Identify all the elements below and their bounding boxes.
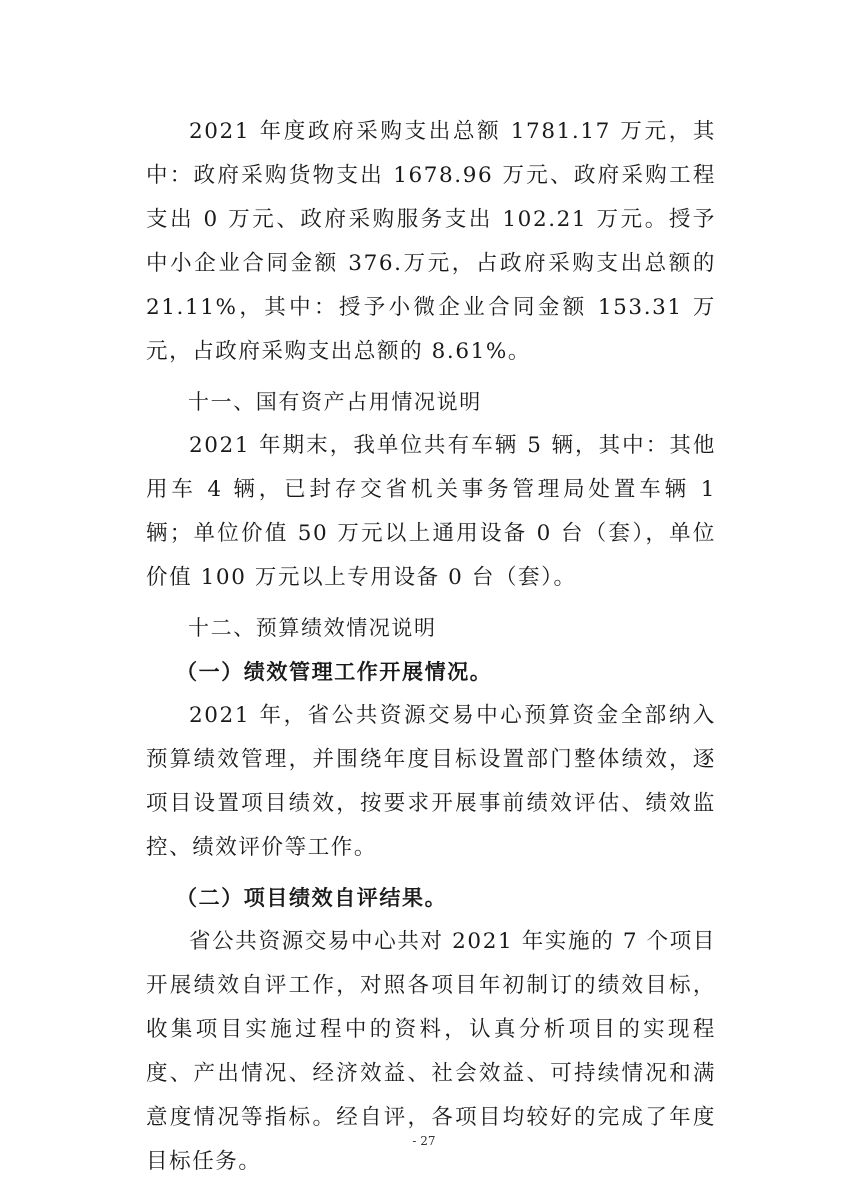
assets-paragraph: 2021 年期末，我单位共有车辆 5 辆，其中：其他用车 4 辆，已封存交省机关事务管理局处置车辆 1 辆；单位价值 50 万元以上通用设备 0 台（套），单位价值 100 万元以上专用设备 0 台（套）。	[146, 433, 716, 590]
page-number: - 27	[412, 1134, 436, 1148]
subsection-1-heading: （一）绩效管理工作开展情况。	[176, 659, 493, 684]
performance-management-paragraph: 2021 年，省公共资源交易中心预算资金全部纳入预算绩效管理，并围绕年度目标设置部门整体绩效，逐项目设置项目绩效，按要求开展事前绩效评估、绩效监控、绩效评价等工作。	[146, 703, 716, 860]
procurement-paragraph: 2021 年度政府采购支出总额 1781.17 万元，其中：政府采购货物支出 1678.96 万元、政府采购工程支出 0 万元、政府采购服务支出 102.21 万元。授予中小企业合同金额 376.万元，占政府采购支出总额的 21.11%，其中：授予小微企业合同金额 153.31 万元，占政府采购支出总额的 8.61%。	[146, 119, 716, 364]
subsection-2-heading: （二）项目绩效自评结果。	[176, 885, 448, 910]
section-12-heading: 十二、预算绩效情况说明	[188, 616, 437, 640]
section-11-heading: 十一、国有资产占用情况说明	[188, 390, 482, 414]
document-body	[146, 110, 716, 1184]
self-evaluation-paragraph: 省公共资源交易中心共对 2021 年实施的 7 个项目开展绩效自评工作，对照各项目年初制订的绩效目标，收集项目实施过程中的资料，认真分析项目的实现程度、产出情况、经济效益、社会效益、可持续情况和满意度情况等指标。经自评，各项目均较好的完成了年度目标任务。	[146, 929, 716, 1174]
